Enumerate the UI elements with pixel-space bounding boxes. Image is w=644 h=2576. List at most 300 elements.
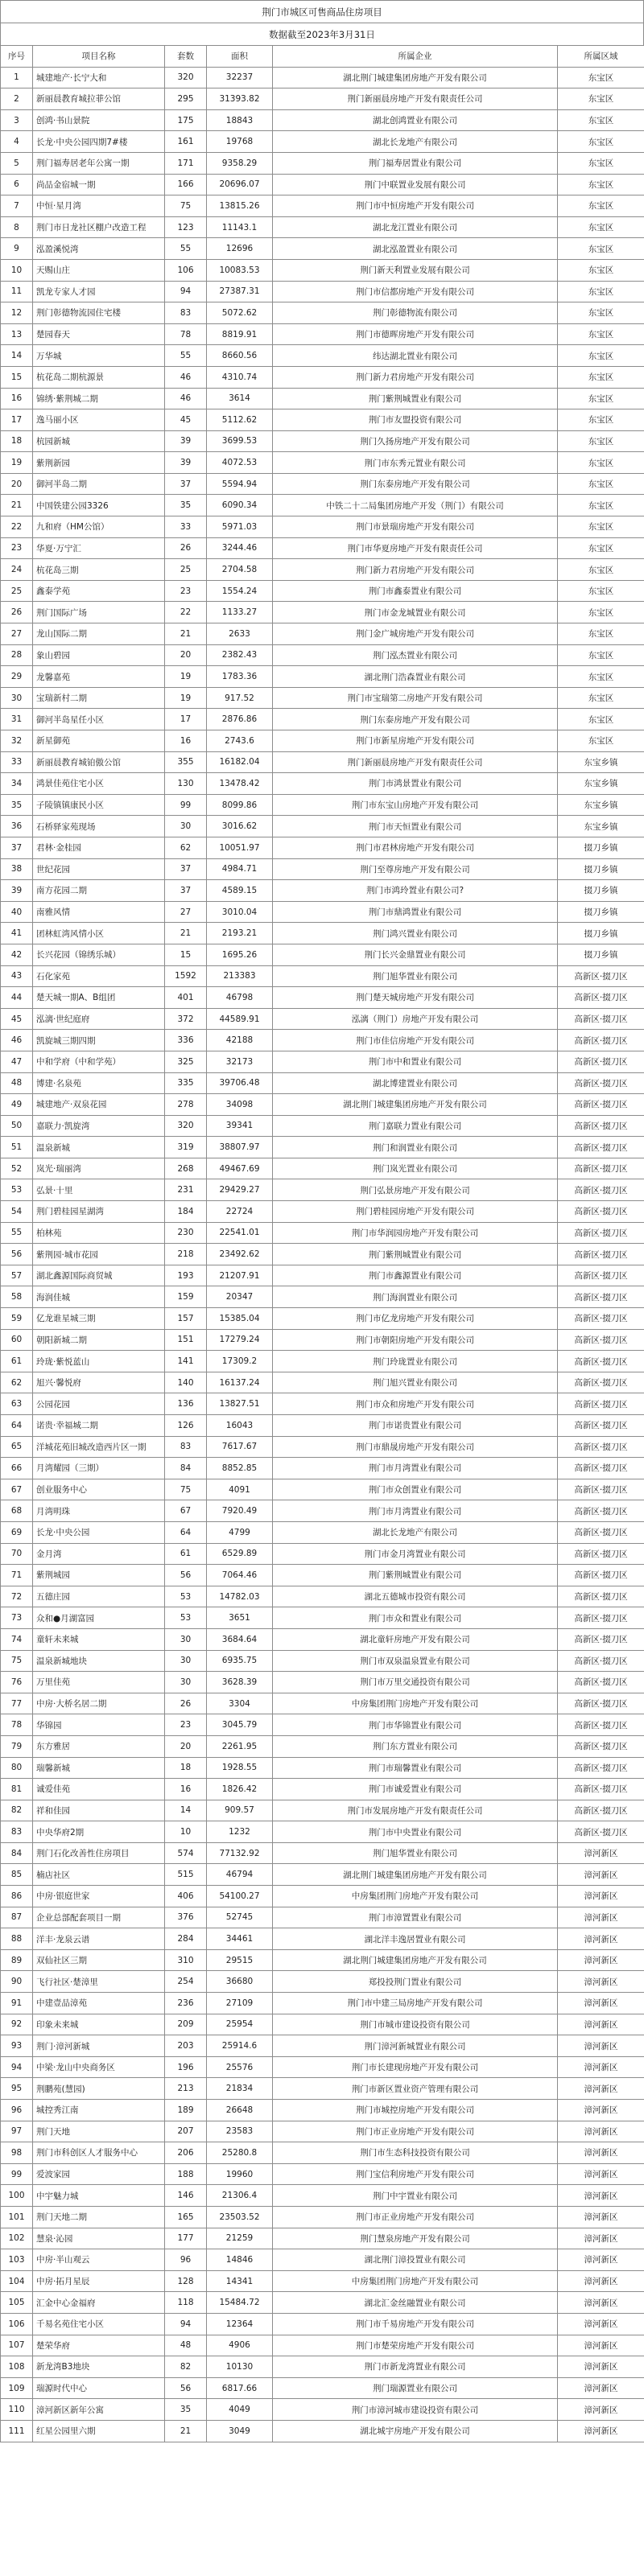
col-header-index: 序号 [1, 46, 33, 68]
cell-district: 高新区·掇刀区 [558, 1094, 644, 1116]
cell-company: 荆门瑞源置业有限公司 [273, 2377, 558, 2399]
cell-index: 56 [1, 1244, 33, 1265]
cell-index: 15 [1, 366, 33, 388]
cell-area: 23583 [207, 2121, 273, 2142]
table-row [1, 2078, 644, 2100]
cell-units: 207 [165, 2121, 207, 2142]
cell-index: 16 [1, 388, 33, 409]
cell-company: 荆门长兴金鼎置业有限公司 [273, 944, 558, 965]
cell-district: 高新区·掇刀区 [558, 1222, 644, 1244]
cell-area: 3016.62 [207, 816, 273, 837]
cell-company: 湖北龙江置业有限公司 [273, 216, 558, 238]
table-row [1, 880, 644, 902]
cell-units: 141 [165, 1351, 207, 1372]
cell-company: 荆门市中恒房地产开发有限公司 [273, 195, 558, 217]
cell-project-name: 荆门彰德物流园住宅楼 [33, 302, 165, 324]
table-row [1, 1094, 644, 1116]
cell-project-name: 弘景·十里 [33, 1179, 165, 1201]
cell-district: 东宝区 [558, 281, 644, 302]
cell-district: 漳河新区 [558, 2399, 644, 2421]
cell-district: 高新区·掇刀区 [558, 1179, 644, 1201]
cell-company: 湖北长龙地产有限公司 [273, 1521, 558, 1543]
cell-index: 95 [1, 2078, 33, 2100]
cell-district: 东宝乡镇 [558, 751, 644, 773]
cell-project-name: 紫荆城园 [33, 1565, 165, 1586]
cell-units: 574 [165, 1842, 207, 1864]
cell-company: 荆门市瑞馨置业有限公司 [273, 1757, 558, 1779]
cell-units: 64 [165, 1521, 207, 1543]
cell-company: 荆门市鸿玲置业有限公司? [273, 880, 558, 902]
cell-area: 3010.04 [207, 901, 273, 923]
cell-index: 26 [1, 602, 33, 623]
table-row [1, 195, 644, 217]
cell-district: 掇刀乡镇 [558, 944, 644, 965]
cell-area: 21207.91 [207, 1265, 273, 1286]
table-row [1, 1030, 644, 1051]
cell-project-name: 柏林苑 [33, 1222, 165, 1244]
cell-district: 高新区·掇刀区 [558, 1800, 644, 1821]
cell-project-name: 印象未来城 [33, 2014, 165, 2035]
cell-project-name: 南方花园二期 [33, 880, 165, 902]
table-row [1, 1308, 644, 1330]
table-row [1, 666, 644, 688]
cell-area: 34461 [207, 1928, 273, 1950]
cell-company: 荆门新丽晨房地产开发有限责任公司 [273, 751, 558, 773]
cell-units: 209 [165, 2014, 207, 2035]
table-row [1, 1543, 644, 1565]
cell-area: 4906 [207, 2335, 273, 2356]
cell-company: 荆门新天利置业发展有限公司 [273, 259, 558, 281]
cell-area: 3614 [207, 388, 273, 409]
header-row [1, 46, 644, 68]
cell-index: 2 [1, 88, 33, 110]
table-row [1, 1800, 644, 1821]
cell-district: 东宝区 [558, 67, 644, 88]
cell-project-name: 逸马丽小区 [33, 409, 165, 431]
cell-area: 3049 [207, 2420, 273, 2442]
cell-area: 6529.89 [207, 1543, 273, 1565]
cell-units: 67 [165, 1500, 207, 1522]
cell-area: 5971.03 [207, 516, 273, 538]
cell-project-name: 新丽晨教育城拉菲公馆 [33, 88, 165, 110]
cell-project-name: 华锦园 [33, 1714, 165, 1736]
cell-index: 28 [1, 644, 33, 666]
col-header-units: 套数 [165, 46, 207, 68]
cell-project-name: 月湾耀园（三期） [33, 1458, 165, 1479]
cell-area: 20347 [207, 1286, 273, 1308]
table-row [1, 1628, 644, 1650]
cell-index: 98 [1, 2142, 33, 2164]
table-row [1, 109, 644, 131]
cell-index: 111 [1, 2420, 33, 2442]
cell-units: 177 [165, 2228, 207, 2249]
table-row [1, 2185, 644, 2207]
cell-project-name: 杭花岛三期 [33, 559, 165, 581]
cell-area: 52745 [207, 1907, 273, 1928]
cell-units: 75 [165, 1479, 207, 1500]
table-row [1, 281, 644, 302]
cell-index: 90 [1, 1971, 33, 1993]
cell-index: 85 [1, 1864, 33, 1886]
cell-company: 荆门碧桂园房地产开发有限公司 [273, 1201, 558, 1223]
cell-company: 荆门市友盟投资有限公司 [273, 409, 558, 431]
cell-company: 湖北荆门城建集团房地产开发有限公司 [273, 1094, 558, 1116]
cell-area: 14782.03 [207, 1586, 273, 1607]
cell-index: 39 [1, 880, 33, 902]
cell-district: 高新区·掇刀区 [558, 1137, 644, 1158]
cell-district: 东宝区 [558, 259, 644, 281]
cell-company: 郑投投荆门置业有限公司 [273, 1971, 558, 1993]
sheet-title: 荆门市城区可售商品住房项目 [0, 0, 644, 23]
cell-company: 荆门玲珑置业有限公司 [273, 1351, 558, 1372]
cell-index: 31 [1, 709, 33, 730]
table-row [1, 1735, 644, 1757]
cell-project-name: 楠店社区 [33, 1864, 165, 1886]
table-row [1, 2014, 644, 2035]
cell-district: 东宝区 [558, 516, 644, 538]
cell-index: 72 [1, 1586, 33, 1607]
table-row [1, 238, 644, 260]
cell-area: 46794 [207, 1864, 273, 1886]
cell-project-name: 众和●月湖富园 [33, 1607, 165, 1629]
cell-area: 25914.6 [207, 2035, 273, 2057]
cell-company: 荆门市金月湾置业有限公司 [273, 1543, 558, 1565]
cell-project-name: 荆门福寿居老年公寓一期 [33, 152, 165, 174]
cell-area: 13815.26 [207, 195, 273, 217]
cell-company: 湖北创鸿置业有限公司 [273, 109, 558, 131]
cell-index: 67 [1, 1479, 33, 1500]
cell-units: 94 [165, 2313, 207, 2335]
cell-district: 东宝区 [558, 644, 644, 666]
cell-project-name: 中梁·龙山中央商务区 [33, 2056, 165, 2078]
cell-index: 18 [1, 430, 33, 452]
cell-project-name: 新星御苑 [33, 730, 165, 752]
cell-company: 荆门市朝阳房地产开发有限公司 [273, 1329, 558, 1351]
cell-company: 荆门市鑫源置业有限公司 [273, 1265, 558, 1286]
cell-area: 14341 [207, 2270, 273, 2292]
cell-company: 荆门福寿居置业有限公司 [273, 152, 558, 174]
cell-index: 62 [1, 1372, 33, 1393]
cell-district: 漳河新区 [558, 1971, 644, 1993]
cell-area: 1783.36 [207, 666, 273, 688]
cell-district: 东宝区 [558, 195, 644, 217]
cell-district: 掇刀乡镇 [558, 880, 644, 902]
table-row [1, 1458, 644, 1479]
cell-district: 高新区·掇刀区 [558, 1244, 644, 1265]
table-row [1, 67, 644, 88]
cell-project-name: 泓盈溪悦湾 [33, 238, 165, 260]
cell-units: 26 [165, 537, 207, 559]
table-row [1, 773, 644, 795]
cell-project-name: 宝瑞新村二期 [33, 687, 165, 709]
cell-company: 荆门市正业房地产开发有限公司 [273, 2121, 558, 2142]
cell-project-name: 亿龙谁星城三期 [33, 1308, 165, 1330]
cell-units: 1592 [165, 965, 207, 987]
cell-area: 39706.48 [207, 1072, 273, 1094]
cell-district: 东宝区 [558, 537, 644, 559]
cell-district: 漳河新区 [558, 2206, 644, 2228]
cell-index: 63 [1, 1393, 33, 1415]
cell-units: 99 [165, 794, 207, 816]
cell-area: 17309.2 [207, 1351, 273, 1372]
cell-district: 高新区·掇刀区 [558, 1628, 644, 1650]
cell-company: 荆门岚光置业有限公司 [273, 1158, 558, 1179]
cell-company: 荆门市金龙城置业有限公司 [273, 602, 558, 623]
table-row [1, 2228, 644, 2249]
cell-area: 10130 [207, 2356, 273, 2378]
cell-area: 4799 [207, 1521, 273, 1543]
cell-area: 2876.86 [207, 709, 273, 730]
table-row [1, 1714, 644, 1736]
cell-company: 荆门市中央置业有限公司 [273, 1821, 558, 1843]
cell-district: 高新区·掇刀区 [558, 1372, 644, 1393]
cell-units: 193 [165, 1265, 207, 1286]
cell-area: 1232 [207, 1821, 273, 1843]
cell-index: 82 [1, 1800, 33, 1821]
cell-company: 中房集团荆门房地产开发有限公司 [273, 2270, 558, 2292]
table-row [1, 1842, 644, 1864]
cell-index: 11 [1, 281, 33, 302]
cell-district: 漳河新区 [558, 2292, 644, 2314]
table-row [1, 1949, 644, 1971]
cell-district: 高新区·掇刀区 [558, 1735, 644, 1757]
cell-units: 48 [165, 2335, 207, 2356]
cell-district: 东宝区 [558, 409, 644, 431]
cell-units: 83 [165, 1436, 207, 1458]
cell-index: 13 [1, 323, 33, 345]
cell-index: 99 [1, 2163, 33, 2185]
cell-company: 荆门市双泉温泉置业有限公司 [273, 1650, 558, 1672]
table-row [1, 923, 644, 944]
cell-index: 55 [1, 1222, 33, 1244]
cell-project-name: 楚荣华府 [33, 2335, 165, 2356]
cell-area: 32173 [207, 1051, 273, 1072]
cell-units: 56 [165, 2377, 207, 2399]
cell-project-name: 万华城 [33, 345, 165, 367]
cell-company: 荆门楚天城房地产开发有限公司 [273, 987, 558, 1009]
cell-units: 22 [165, 602, 207, 623]
cell-company: 荆门市众和置业有限公司 [273, 1607, 558, 1629]
cell-district: 掇刀乡镇 [558, 923, 644, 944]
cell-area: 19960 [207, 2163, 273, 2185]
cell-project-name: 杭园新城 [33, 430, 165, 452]
cell-district: 高新区·掇刀区 [558, 1030, 644, 1051]
table-row [1, 1607, 644, 1629]
cell-project-name: 漳河新区新年公寓 [33, 2399, 165, 2421]
cell-company: 湖北荆门城建集团房地产开发有限公司 [273, 67, 558, 88]
cell-project-name: 楚天城一期A、B组团 [33, 987, 165, 1009]
cell-area: 6817.66 [207, 2377, 273, 2399]
cell-index: 27 [1, 623, 33, 645]
table-row [1, 1993, 644, 2014]
cell-units: 19 [165, 687, 207, 709]
table-row [1, 1672, 644, 1693]
cell-area: 12696 [207, 238, 273, 260]
cell-units: 319 [165, 1137, 207, 1158]
cell-company: 荆门市东宝山房地产开发有限公司 [273, 794, 558, 816]
cell-units: 254 [165, 1971, 207, 1993]
cell-index: 70 [1, 1543, 33, 1565]
cell-index: 87 [1, 1907, 33, 1928]
table-row [1, 623, 644, 645]
cell-area: 4310.74 [207, 366, 273, 388]
cell-project-name: 岚光·瑞丽湾 [33, 1158, 165, 1179]
cell-area: 77132.92 [207, 1842, 273, 1864]
table-row [1, 730, 644, 752]
cell-index: 107 [1, 2335, 33, 2356]
cell-area: 13478.42 [207, 773, 273, 795]
cell-area: 16182.04 [207, 751, 273, 773]
cell-area: 8660.56 [207, 345, 273, 367]
cell-index: 35 [1, 794, 33, 816]
cell-district: 高新区·掇刀区 [558, 1821, 644, 1843]
cell-area: 13827.51 [207, 1393, 273, 1415]
table-row [1, 216, 644, 238]
cell-index: 91 [1, 1993, 33, 2014]
cell-district: 高新区·掇刀区 [558, 1458, 644, 1479]
table-row [1, 2270, 644, 2292]
cell-project-name: 泓漓·世纪庭府 [33, 1008, 165, 1030]
cell-district: 东宝区 [558, 730, 644, 752]
cell-district: 高新区·掇刀区 [558, 1543, 644, 1565]
cell-index: 52 [1, 1158, 33, 1179]
cell-project-name: 长兴花园（锦绣乐城） [33, 944, 165, 965]
cell-area: 4589.15 [207, 880, 273, 902]
cell-district: 高新区·掇刀区 [558, 1479, 644, 1500]
cell-district: 高新区·掇刀区 [558, 1779, 644, 1800]
cell-area: 17279.24 [207, 1329, 273, 1351]
cell-district: 高新区·掇刀区 [558, 987, 644, 1009]
cell-company: 荆门市生态科技投资有限公司 [273, 2142, 558, 2164]
table-row [1, 1115, 644, 1137]
cell-district: 漳河新区 [558, 2377, 644, 2399]
cell-company: 荆门紫荆城置业有限公司 [273, 1565, 558, 1586]
table-row [1, 2206, 644, 2228]
cell-area: 20696.07 [207, 174, 273, 195]
cell-area: 23503.52 [207, 2206, 273, 2228]
cell-project-name: 君林·金桂园 [33, 837, 165, 858]
table-row [1, 2035, 644, 2057]
cell-company: 荆门紫荆城置业有限公司 [273, 1244, 558, 1265]
cell-project-name: 祥和佳园 [33, 1800, 165, 1821]
table-row [1, 452, 644, 474]
cell-company: 荆门至尊房地产开发有限公司 [273, 858, 558, 880]
cell-area: 8819.91 [207, 323, 273, 345]
cell-index: 93 [1, 2035, 33, 2057]
cell-district: 东宝区 [558, 174, 644, 195]
cell-index: 1 [1, 67, 33, 88]
cell-index: 4 [1, 131, 33, 153]
cell-company: 湖北泓盈置业有限公司 [273, 238, 558, 260]
cell-district: 东宝区 [558, 687, 644, 709]
cell-units: 157 [165, 1308, 207, 1330]
cell-company: 中房集团荆门房地产开发有限公司 [273, 1886, 558, 1907]
cell-district: 东宝区 [558, 323, 644, 345]
cell-units: 10 [165, 1821, 207, 1843]
cell-area: 21834 [207, 2078, 273, 2100]
cell-company: 荆门旭兴置业有限公司 [273, 1372, 558, 1393]
cell-project-name: 中建壹品漳苑 [33, 1993, 165, 2014]
cell-units: 372 [165, 1008, 207, 1030]
cell-company: 湖北童轩房地产开发有限公司 [273, 1628, 558, 1650]
cell-units: 55 [165, 238, 207, 260]
cell-units: 406 [165, 1886, 207, 1907]
cell-company: 中铁二十二局集团房地产开发（荆门）有限公司 [273, 495, 558, 516]
cell-area: 9358.29 [207, 152, 273, 174]
cell-index: 92 [1, 2014, 33, 2035]
cell-district: 漳河新区 [558, 2356, 644, 2378]
cell-units: 18 [165, 1757, 207, 1779]
cell-project-name: 荆门碧桂园星湖湾 [33, 1201, 165, 1223]
cell-index: 105 [1, 2292, 33, 2314]
table-row [1, 1265, 644, 1286]
cell-company: 荆门市万里交通投资有限公司 [273, 1672, 558, 1693]
cell-area: 25954 [207, 2014, 273, 2035]
cell-area: 1695.26 [207, 944, 273, 965]
cell-company: 荆门市宝瑞第二房地产开发有限公司 [273, 687, 558, 709]
cell-project-name: 御河半岛星任小区 [33, 709, 165, 730]
projects-table [0, 45, 644, 2442]
cell-company: 湖北荆门漳投置业有限公司 [273, 2249, 558, 2271]
table-row [1, 259, 644, 281]
cell-index: 46 [1, 1030, 33, 1051]
cell-units: 213 [165, 2078, 207, 2100]
cell-index: 104 [1, 2270, 33, 2292]
cell-area: 8852.85 [207, 1458, 273, 1479]
cell-company: 荆门市鑫泰置业有限公司 [273, 580, 558, 602]
cell-company: 荆门市中建三局房地产开发有限公司 [273, 1993, 558, 2014]
col-header-company: 所属企业 [273, 46, 558, 68]
table-row [1, 1415, 644, 1437]
cell-units: 82 [165, 2356, 207, 2378]
table-row [1, 2100, 644, 2121]
table-row [1, 987, 644, 1009]
cell-index: 40 [1, 901, 33, 923]
cell-index: 83 [1, 1821, 33, 1843]
cell-area: 3699.53 [207, 430, 273, 452]
cell-project-name: 城建地产·双泉花园 [33, 1094, 165, 1116]
table-row [1, 1351, 644, 1372]
cell-company: 泓漓（荆门）房地产开发有限公司 [273, 1008, 558, 1030]
cell-area: 19768 [207, 131, 273, 153]
cell-company: 湖北荆门浩森置业有限公司 [273, 666, 558, 688]
cell-district: 漳河新区 [558, 1907, 644, 1928]
table-row [1, 2356, 644, 2378]
cell-units: 45 [165, 409, 207, 431]
cell-company: 荆门泓杰置业有限公司 [273, 644, 558, 666]
cell-units: 166 [165, 174, 207, 195]
cell-area: 49467.69 [207, 1158, 273, 1179]
cell-area: 4049 [207, 2399, 273, 2421]
cell-company: 荆门市新星房地产开发有限公司 [273, 730, 558, 752]
cell-units: 320 [165, 1115, 207, 1137]
cell-project-name: 中房·半山观云 [33, 2249, 165, 2271]
table-row [1, 1928, 644, 1950]
cell-company: 荆门市鸿景置业有限公司 [273, 773, 558, 795]
cell-area: 21306.4 [207, 2185, 273, 2207]
table-row [1, 430, 644, 452]
cell-district: 高新区·掇刀区 [558, 1757, 644, 1779]
cell-project-name: 荆门市日龙社区棚户改造工程 [33, 216, 165, 238]
cell-company: 荆门市华夏房地产开发有限责任公司 [273, 537, 558, 559]
cell-district: 漳河新区 [558, 2335, 644, 2356]
cell-units: 136 [165, 1393, 207, 1415]
cell-company: 荆门市长建现房地产开发有限公司 [273, 2056, 558, 2078]
cell-project-name: 荆门·漳河新城 [33, 2035, 165, 2057]
cell-project-name: 中宇魅力城 [33, 2185, 165, 2207]
cell-units: 175 [165, 109, 207, 131]
cell-index: 8 [1, 216, 33, 238]
